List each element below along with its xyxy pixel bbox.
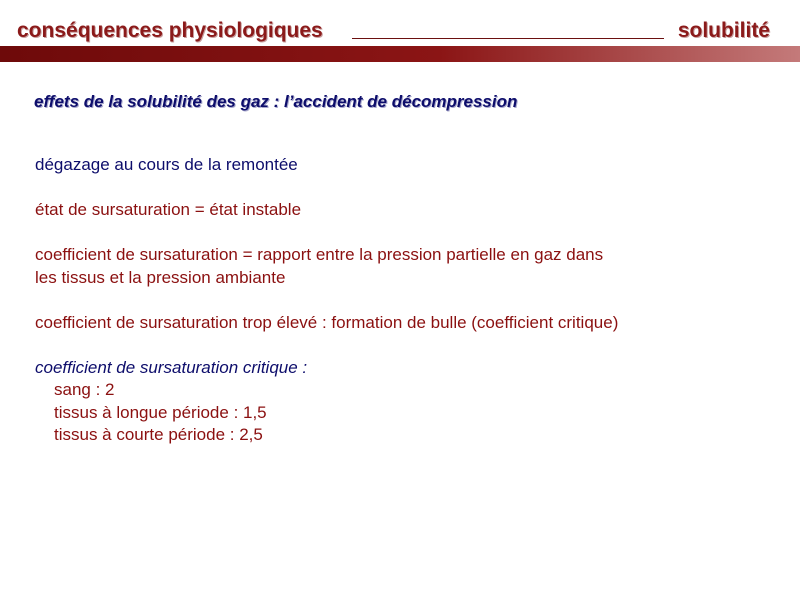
spacer bbox=[35, 289, 765, 312]
critical-item-sang: sang : 2 bbox=[54, 380, 115, 399]
spacer bbox=[35, 334, 765, 357]
content-line-degazage: dégazage au cours de la remontée bbox=[35, 155, 298, 174]
slide-content bbox=[35, 154, 765, 447]
content-line-coefficient-eleve: coefficient de sursaturation trop élevé : formation de bulle (coefficient critique) bbox=[35, 312, 619, 332]
header-topic: solubilité bbox=[677, 19, 770, 42]
spacer bbox=[35, 222, 765, 245]
critical-item-longue: tissus à longue période : 1,5 bbox=[54, 402, 267, 422]
content-line-sursaturation: état de sursaturation = état instable bbox=[35, 200, 302, 219]
content-line-coefficient-def-1: coefficient de sursaturation = rapport entre la pression partielle en gaz dans bbox=[35, 245, 604, 264]
content-line-coefficient-def-2: les tissus et la pression ambiante bbox=[35, 267, 286, 287]
slide-subtitle: effets de la solubilité des gaz : l’accident de décompression bbox=[34, 92, 518, 111]
header-title: conséquences physiologiques bbox=[17, 19, 323, 42]
critical-heading: coefficient de sursaturation critique : bbox=[35, 357, 308, 377]
critical-item-courte: tissus à courte période : 2,5 bbox=[54, 425, 263, 444]
spacer bbox=[35, 177, 765, 200]
header-rule bbox=[352, 38, 664, 39]
header-band bbox=[0, 46, 800, 62]
